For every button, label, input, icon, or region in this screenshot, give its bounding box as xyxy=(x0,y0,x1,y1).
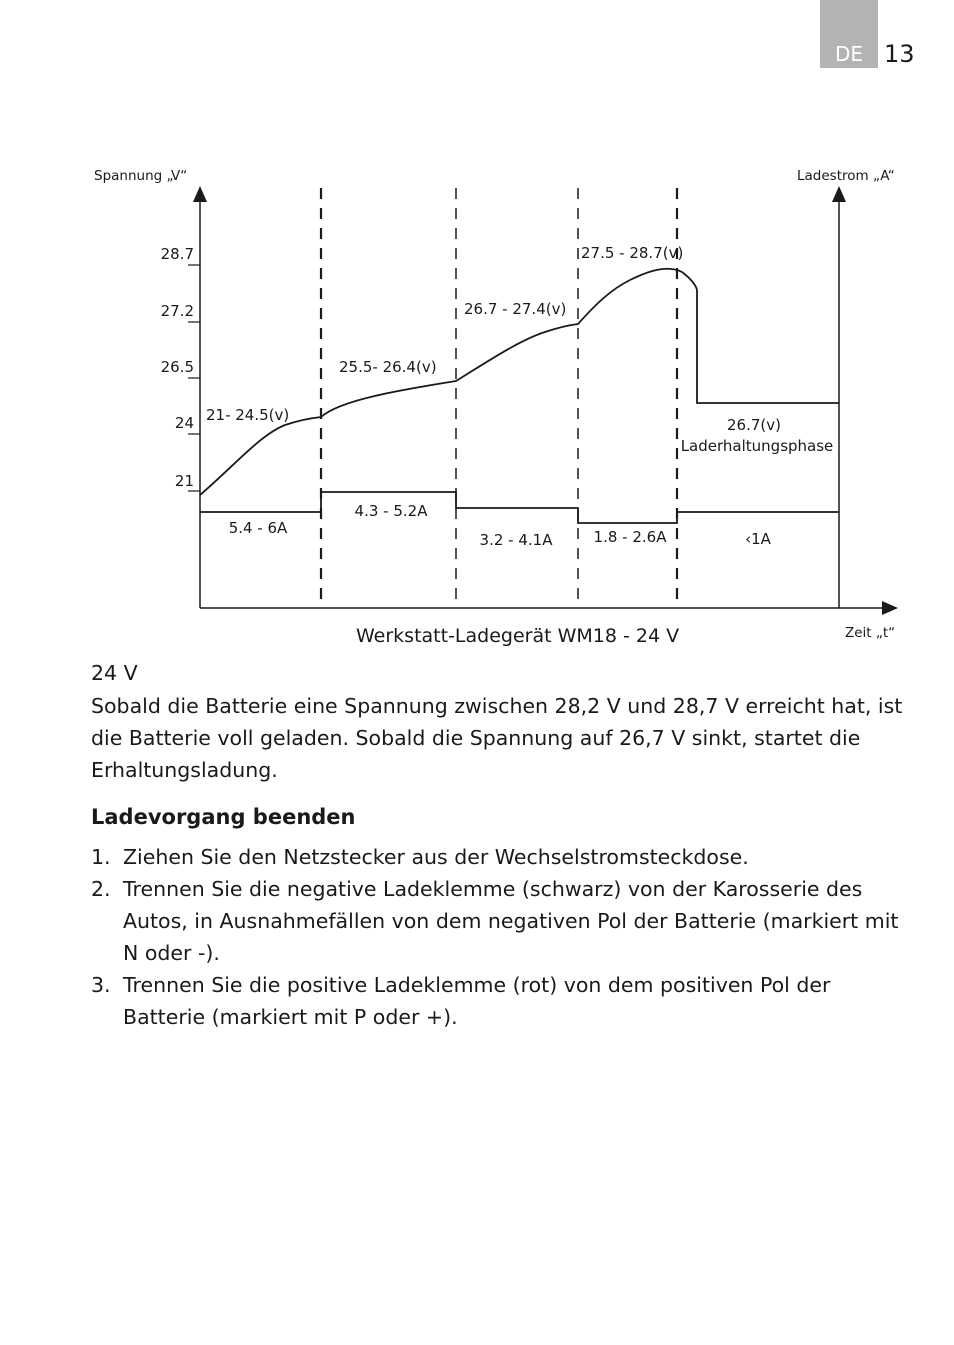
step-number: 2. xyxy=(91,877,111,901)
y-ticks xyxy=(161,245,200,491)
x-label: Zeit „t“ xyxy=(845,625,896,641)
voltage-heading: 24 V xyxy=(91,661,138,685)
y-tick-label: 27.2 xyxy=(160,302,194,320)
voltage-label: 27.5 - 28.7(v) xyxy=(581,244,684,262)
x-axis-arrow xyxy=(882,601,898,615)
list-item xyxy=(91,841,916,873)
section-title: Ladevorgang beenden xyxy=(91,805,356,829)
step-number: 1. xyxy=(91,845,111,869)
list-item xyxy=(91,873,916,969)
y-tick-label: 28.7 xyxy=(160,245,194,263)
voltage-label: 26.7(v) xyxy=(727,416,781,434)
list-item xyxy=(91,969,916,1033)
chart-title: Werkstatt-Ladegerät WM18 - 24 V xyxy=(356,625,680,647)
voltage-label: 25.5- 26.4(v) xyxy=(339,358,437,376)
current-label: 1.8 - 2.6A xyxy=(593,528,667,546)
current-label: 3.2 - 4.1A xyxy=(479,531,553,549)
y-tick-label: 26.5 xyxy=(160,358,194,376)
voltage-label: 21- 24.5(v) xyxy=(206,406,290,424)
step-text: Trennen Sie die negative Ladeklemme (schwarz) von der Karosserie des Autos, in Ausnahmefällen von dem negativen Pol der Batterie (markiert mit N oder -). xyxy=(123,877,899,965)
current-label: ‹1A xyxy=(745,530,771,548)
steps-list xyxy=(91,841,916,1033)
y-label-right: Ladestrom „A“ xyxy=(797,168,895,184)
y-axis-left-arrow xyxy=(193,186,207,202)
y-label-left: Spannung „V“ xyxy=(94,168,188,184)
current-label: 5.4 - 6A xyxy=(228,519,288,537)
current-curve xyxy=(200,492,839,523)
step-number: 3. xyxy=(91,973,111,997)
charge-paragraph: Sobald die Batterie eine Spannung zwischen 28,2 V und 28,7 V erreicht hat, ist die Batterie voll geladen. Sobald die Spannung auf 26,7 V sinkt, startet die Erhaltungsladung. xyxy=(91,694,903,782)
y-axis-right-arrow xyxy=(832,186,846,202)
charging-chart xyxy=(0,0,954,660)
y-tick-label: 21 xyxy=(174,472,194,490)
step-text: Trennen Sie die positive Ladeklemme (rot) von dem positiven Pol der Batterie (markiert mit P oder +). xyxy=(123,973,831,1029)
current-label: 4.3 - 5.2A xyxy=(354,502,428,520)
page-number: 13 xyxy=(884,40,915,68)
step-text: Ziehen Sie den Netzstecker aus der Wechselstromsteckdose. xyxy=(123,845,749,869)
y-tick-label: 24 xyxy=(174,414,194,432)
language-label: DE xyxy=(834,42,864,66)
phase-label: Laderhaltungsphase xyxy=(680,437,834,455)
voltage-label: 26.7 - 27.4(v) xyxy=(464,300,567,318)
